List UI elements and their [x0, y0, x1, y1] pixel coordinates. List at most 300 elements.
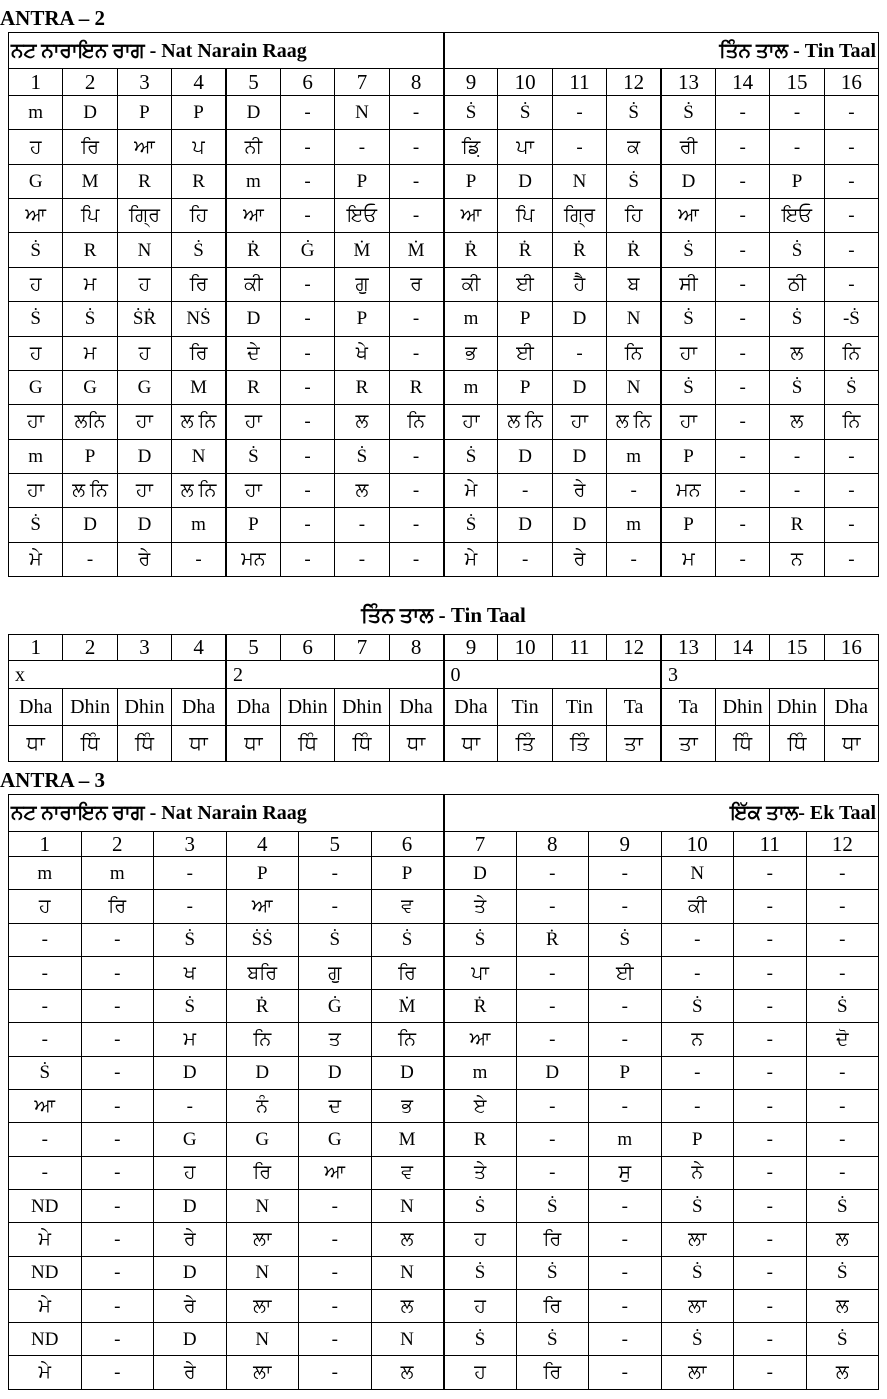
lyric-cell: ਕੀ	[661, 890, 734, 923]
lyric-cell: ਮ	[63, 267, 117, 301]
lyric-cell: ਹਾ	[226, 473, 280, 507]
swara-cell: P	[226, 508, 280, 542]
swara-cell: Ṡ	[770, 370, 824, 404]
lyric-cell: ਇਓ	[335, 199, 389, 233]
lyric-cell: -	[299, 1289, 372, 1322]
swara-cell: G	[9, 370, 63, 404]
lyric-cell: ਨ	[770, 542, 824, 576]
swara-cell: Ṡ	[226, 439, 280, 473]
lyric-cell: ਨਿ	[371, 1023, 444, 1056]
lyric-cell: -	[63, 542, 117, 576]
swara-cell: R	[226, 370, 280, 404]
lyric-cell: -	[280, 542, 334, 576]
beat-number: 11	[552, 635, 606, 661]
swara-cell: Ṡ	[589, 923, 662, 956]
swara-cell: Ṡ	[806, 1256, 879, 1289]
swara-cell: D	[226, 1056, 299, 1089]
lyric-cell: ਪਾ	[498, 130, 552, 164]
swara-cell: Ṡ	[806, 1189, 879, 1222]
swara-cell: Ṡ	[444, 1189, 517, 1222]
lyric-cell: ਹ	[9, 336, 63, 370]
swara-cell: Ṡ	[299, 923, 372, 956]
swara-cell: Ṡ	[770, 233, 824, 267]
swara-cell: D	[552, 302, 606, 336]
beat-number: 3	[117, 635, 171, 661]
lyric-cell: ਲ	[371, 1289, 444, 1322]
swara-cell: -	[516, 857, 589, 890]
lyric-cell: ਲ ਨਿ	[172, 473, 226, 507]
lyric-cell: -	[389, 199, 443, 233]
swara-cell: Ṡ	[661, 990, 734, 1023]
lyric-cell: ਰਿ	[516, 1223, 589, 1256]
lyric-cell: -	[299, 890, 372, 923]
lyric-cell: ਹ	[117, 267, 171, 301]
swara-cell: -	[81, 1056, 154, 1089]
swara-cell: P	[371, 857, 444, 890]
swara-cell: D	[63, 96, 117, 130]
lyric-cell: -	[806, 890, 879, 923]
lyric-cell: -	[715, 336, 769, 370]
lyric-cell: -	[589, 1356, 662, 1389]
bol-gurmukhi: ਧਿੰ	[715, 726, 769, 762]
lyric-cell: -	[589, 1289, 662, 1322]
swara-cell: R	[770, 508, 824, 542]
lyric-cell: -	[389, 473, 443, 507]
bol-latin: Dha	[824, 689, 878, 726]
swara-cell: -	[280, 302, 334, 336]
swara-cell: m	[172, 508, 226, 542]
swara-cell: -	[299, 1189, 372, 1222]
bol-gurmukhi: ਧਾ	[444, 726, 498, 762]
lyric-cell: ਵ	[371, 1156, 444, 1189]
bol-latin: Dhin	[63, 689, 117, 726]
beat-number: 9	[589, 832, 662, 857]
swara-cell: -	[806, 923, 879, 956]
swara-cell: N	[607, 302, 661, 336]
lyric-cell: ਹਾ	[661, 405, 715, 439]
swara-cell: G	[299, 1123, 372, 1156]
swara-cell: Ṡ	[661, 1256, 734, 1289]
swara-cell: -	[734, 1123, 807, 1156]
lyric-cell: -	[806, 1090, 879, 1123]
swara-cell: D	[552, 370, 606, 404]
beat-number: 10	[498, 69, 552, 96]
bol-latin: Ta	[607, 689, 661, 726]
antra-3-heading: ANTRA – 3	[0, 768, 106, 792]
lyric-cell: -	[154, 890, 227, 923]
swara-cell: G	[154, 1123, 227, 1156]
swara-cell: M	[63, 164, 117, 198]
swara-cell: P	[335, 164, 389, 198]
lyric-cell: -	[299, 1356, 372, 1389]
swara-cell: D	[444, 857, 517, 890]
swara-cell: N	[335, 96, 389, 130]
taal-label: ਤਿੰਨ ਤਾਲ - Tin Taal	[444, 33, 879, 69]
swara-cell: m	[226, 164, 280, 198]
swara-cell: N	[607, 370, 661, 404]
lyric-cell: ਲ	[371, 1223, 444, 1256]
swara-cell: m	[444, 370, 498, 404]
lyric-cell: ਹ	[154, 1156, 227, 1189]
lyric-cell: ਏ	[444, 1090, 517, 1123]
lyric-cell: -	[299, 1223, 372, 1256]
lyric-cell: -	[516, 890, 589, 923]
lyric-cell: ਈ	[498, 336, 552, 370]
bol-latin: Ta	[661, 689, 715, 726]
swara-cell: -	[552, 96, 606, 130]
beat-number: 8	[389, 69, 443, 96]
lyric-cell: ਲਾ	[226, 1289, 299, 1322]
beat-number: 4	[172, 69, 226, 96]
beat-number: 2	[81, 832, 154, 857]
lyric-cell: -	[734, 1156, 807, 1189]
lyric-cell: -	[661, 956, 734, 989]
lyric-cell: -	[661, 1090, 734, 1123]
lyric-cell: -	[516, 1090, 589, 1123]
lyric-cell: -	[81, 1223, 154, 1256]
lyric-cell: -	[280, 336, 334, 370]
swara-cell: ND	[9, 1189, 82, 1222]
lyric-cell: ਤੇ	[444, 1156, 517, 1189]
lyric-cell: ਖ	[154, 956, 227, 989]
bol-gurmukhi: ਤਿੰ	[552, 726, 606, 762]
swara-cell: Ṡ	[154, 990, 227, 1023]
swara-cell: P	[226, 857, 299, 890]
swara-cell: Ṙ	[444, 233, 498, 267]
bol-gurmukhi: ਤਾ	[607, 726, 661, 762]
antra-2-heading: ANTRA – 2	[0, 6, 106, 30]
lyric-cell: -	[770, 130, 824, 164]
lyric-cell: -	[824, 130, 878, 164]
lyric-cell: ਹ	[444, 1356, 517, 1389]
swara-cell: P	[117, 96, 171, 130]
swara-cell: D	[226, 302, 280, 336]
lyric-cell: ਪਿ	[63, 199, 117, 233]
lyric-cell: ਹਾ	[9, 473, 63, 507]
swara-cell: -Ṡ	[824, 302, 878, 336]
lyric-cell: ਰਿ	[172, 267, 226, 301]
swara-cell: N	[371, 1323, 444, 1356]
swara-cell: G	[63, 370, 117, 404]
swara-cell: D	[154, 1056, 227, 1089]
swara-cell: -	[299, 857, 372, 890]
swara-cell: D	[371, 1056, 444, 1089]
lyric-cell: ਮ	[154, 1023, 227, 1056]
taal-marker: x	[9, 661, 227, 689]
tin-taal-table	[8, 634, 879, 762]
lyric-cell: -	[280, 473, 334, 507]
bol-latin: Dha	[9, 689, 63, 726]
swara-cell: m	[9, 439, 63, 473]
lyric-cell: ਹ	[444, 1289, 517, 1322]
swara-cell: -	[715, 302, 769, 336]
swara-cell: m	[607, 508, 661, 542]
bol-gurmukhi: ਧਾ	[226, 726, 280, 762]
bol-gurmukhi: ਧਾ	[9, 726, 63, 762]
swara-cell: D	[117, 508, 171, 542]
lyric-cell: ਪਿ	[498, 199, 552, 233]
swara-cell: -	[81, 1123, 154, 1156]
lyric-cell: ਠੀ	[770, 267, 824, 301]
beat-number: 15	[770, 69, 824, 96]
bol-latin: Dhin	[335, 689, 389, 726]
lyric-cell: -	[607, 473, 661, 507]
swara-cell: NṠ	[172, 302, 226, 336]
swara-cell: N	[117, 233, 171, 267]
beat-number: 4	[172, 635, 226, 661]
beat-number: 1	[9, 69, 63, 96]
lyric-cell: ਲਨਿ	[63, 405, 117, 439]
swara-cell: Ṡ	[444, 508, 498, 542]
lyric-cell: ਆ	[444, 1023, 517, 1056]
lyric-cell: ਲ	[770, 405, 824, 439]
beat-number: 6	[280, 635, 334, 661]
swara-cell: ṠṘ	[117, 302, 171, 336]
lyric-cell: ਰੇ	[552, 542, 606, 576]
swara-cell: -	[280, 96, 334, 130]
lyric-cell: -	[734, 1090, 807, 1123]
lyric-cell: ਆ	[226, 890, 299, 923]
lyric-cell: ਹਾ	[444, 405, 498, 439]
swara-cell: R	[335, 370, 389, 404]
swara-cell: Ṡ	[371, 923, 444, 956]
lyric-cell: ਲ	[770, 336, 824, 370]
antra-3-notation-table	[8, 794, 879, 1390]
lyric-cell: ਖੇ	[335, 336, 389, 370]
raag-label: ਨਟ ਨਾਰਾਇਨ ਰਾਗ - Nat Narain Raag	[9, 795, 444, 832]
bol-latin: Tin	[498, 689, 552, 726]
swara-cell: P	[589, 1056, 662, 1089]
swara-cell: -	[715, 439, 769, 473]
lyric-cell: -	[589, 1023, 662, 1056]
swara-cell: -	[589, 990, 662, 1023]
bol-latin: Dhin	[117, 689, 171, 726]
swara-cell: Ṙ	[498, 233, 552, 267]
lyric-cell: ਬਰਿ	[226, 956, 299, 989]
swara-cell: -	[824, 96, 878, 130]
lyric-cell: ਬ	[607, 267, 661, 301]
swara-cell: m	[9, 857, 82, 890]
lyric-cell: ਮੇ	[9, 1223, 82, 1256]
swara-cell: Ṡ	[444, 439, 498, 473]
swara-cell: Ṡ	[335, 439, 389, 473]
swara-cell: -	[280, 370, 334, 404]
swara-cell: m	[589, 1123, 662, 1156]
lyric-cell: ਮ	[63, 336, 117, 370]
swara-cell: -	[389, 508, 443, 542]
swara-cell: Ṁ	[335, 233, 389, 267]
swara-cell: -	[516, 1123, 589, 1156]
beat-number: 13	[661, 69, 715, 96]
beat-number: 11	[734, 832, 807, 857]
lyric-cell: ਈ	[589, 956, 662, 989]
lyric-cell: ਮੇ	[9, 1356, 82, 1389]
lyric-cell: -	[516, 1156, 589, 1189]
lyric-cell: -	[335, 542, 389, 576]
swara-cell: Ġ	[280, 233, 334, 267]
lyric-cell: ਰੇ	[552, 473, 606, 507]
swara-cell: R	[172, 164, 226, 198]
swara-cell: P	[661, 439, 715, 473]
swara-cell: Ṡ	[63, 302, 117, 336]
lyric-cell: -	[715, 199, 769, 233]
lyric-cell: ਮ	[661, 542, 715, 576]
lyric-cell: ਲ	[806, 1289, 879, 1322]
beat-number: 5	[226, 635, 280, 661]
swara-cell: -	[824, 164, 878, 198]
lyric-cell: ਰਿ	[226, 1156, 299, 1189]
bol-latin: Dhin	[770, 689, 824, 726]
swara-cell: D	[498, 164, 552, 198]
swara-cell: Ṡ	[498, 96, 552, 130]
swara-cell: -	[734, 1056, 807, 1089]
bol-latin: Dhin	[715, 689, 769, 726]
lyric-cell: ਆ	[299, 1156, 372, 1189]
lyric-cell: -	[552, 336, 606, 370]
lyric-cell: ਲਾ	[661, 1289, 734, 1322]
swara-cell: P	[498, 370, 552, 404]
swara-cell: -	[806, 1123, 879, 1156]
swara-cell: D	[516, 1056, 589, 1089]
lyric-cell: ਤੇ	[444, 890, 517, 923]
swara-cell: -	[9, 990, 82, 1023]
swara-cell: -	[715, 508, 769, 542]
lyric-cell: -	[280, 267, 334, 301]
swara-cell: D	[498, 508, 552, 542]
lyric-cell: ਹਾ	[226, 405, 280, 439]
lyric-cell: ਲਾ	[661, 1356, 734, 1389]
lyric-cell: ਰੇ	[154, 1223, 227, 1256]
tin-taal-title: ਤਿੰਨ ਤਾਲ - Tin Taal	[361, 603, 526, 627]
lyric-cell: ਰੇ	[117, 542, 171, 576]
lyric-cell: ਲ	[806, 1356, 879, 1389]
swara-cell: -	[280, 508, 334, 542]
swara-cell: N	[371, 1256, 444, 1289]
beat-number: 3	[154, 832, 227, 857]
swara-cell: Ṡ	[806, 1323, 879, 1356]
lyric-cell: ਲ ਨਿ	[63, 473, 117, 507]
swara-cell: -	[81, 1256, 154, 1289]
swara-cell: -	[661, 1056, 734, 1089]
lyric-cell: ਲ	[806, 1223, 879, 1256]
lyric-cell: ਗ੍ਰਿ	[552, 199, 606, 233]
lyric-cell: -	[280, 130, 334, 164]
lyric-cell: ਰਿ	[371, 956, 444, 989]
beat-number: 9	[444, 69, 498, 96]
lyric-cell: -	[154, 1090, 227, 1123]
swara-cell: Ṙ	[444, 990, 517, 1023]
lyric-cell: ਮਨ	[226, 542, 280, 576]
swara-cell: Ṡ	[661, 1323, 734, 1356]
swara-cell: -	[715, 233, 769, 267]
swara-cell: -	[280, 164, 334, 198]
swara-cell: -	[734, 1323, 807, 1356]
lyric-cell: ਨਿ	[607, 336, 661, 370]
swara-cell: -	[9, 923, 82, 956]
swara-cell: -	[81, 990, 154, 1023]
swara-cell: -	[824, 233, 878, 267]
lyric-cell: -	[589, 1090, 662, 1123]
swara-cell: P	[770, 164, 824, 198]
bol-latin: Dha	[389, 689, 443, 726]
swara-cell: -	[280, 439, 334, 473]
beat-number: 3	[117, 69, 171, 96]
swara-cell: -	[715, 96, 769, 130]
swara-cell: D	[63, 508, 117, 542]
lyric-cell: ਮੇ	[444, 473, 498, 507]
lyric-cell: ਲ ਨਿ	[172, 405, 226, 439]
beat-number: 1	[9, 832, 82, 857]
swara-cell: N	[226, 1256, 299, 1289]
swara-cell: Ṡ	[516, 1189, 589, 1222]
lyric-cell: ਹਾ	[117, 405, 171, 439]
swara-cell: Ṡ	[9, 302, 63, 336]
swara-cell: Ṡ	[444, 1256, 517, 1289]
lyric-cell: ਰਿ	[63, 130, 117, 164]
beat-number: 13	[661, 635, 715, 661]
lyric-cell: ਲਾ	[661, 1223, 734, 1256]
beat-number: 8	[516, 832, 589, 857]
lyric-cell: ਮਨ	[661, 473, 715, 507]
swara-cell: D	[154, 1323, 227, 1356]
lyric-cell: -	[389, 130, 443, 164]
lyric-cell: ਤ	[299, 1023, 372, 1056]
beat-number: 5	[299, 832, 372, 857]
beat-number: 16	[824, 69, 878, 96]
beat-number: 7	[335, 69, 389, 96]
lyric-cell: -	[552, 130, 606, 164]
swara-cell: -	[389, 439, 443, 473]
swara-cell: -	[389, 164, 443, 198]
lyric-cell: ਮੇ	[9, 1289, 82, 1322]
lyric-cell: -	[81, 1023, 154, 1056]
beat-number: 14	[715, 635, 769, 661]
lyric-cell: ਮੇ	[444, 542, 498, 576]
swara-cell: D	[154, 1189, 227, 1222]
lyric-cell: -	[589, 1223, 662, 1256]
bol-latin: Dha	[172, 689, 226, 726]
lyric-cell: ਪ	[172, 130, 226, 164]
lyric-cell: ਡ਼ਿ	[444, 130, 498, 164]
swara-cell: -	[589, 1256, 662, 1289]
swara-cell: Ṡ	[444, 923, 517, 956]
lyric-cell: ਭ	[371, 1090, 444, 1123]
lyric-cell: ਇਓ	[770, 199, 824, 233]
swara-cell: D	[661, 164, 715, 198]
lyric-cell: ਹ	[9, 130, 63, 164]
lyric-cell: ਦੇ	[226, 336, 280, 370]
antra-2-notation-table	[8, 32, 879, 577]
lyric-cell: ਗੁ	[335, 267, 389, 301]
swara-cell: D	[552, 508, 606, 542]
lyric-cell: ਕ	[607, 130, 661, 164]
lyric-cell: ਨੇ	[661, 1156, 734, 1189]
lyric-cell: ਲਾ	[226, 1356, 299, 1389]
lyric-cell: -	[607, 542, 661, 576]
swara-cell: -	[81, 1323, 154, 1356]
beat-number: 11	[552, 69, 606, 96]
swara-cell: -	[299, 1323, 372, 1356]
lyric-cell: ਰੇ	[154, 1356, 227, 1389]
lyric-cell: ਨ	[661, 1023, 734, 1056]
bol-latin: Dha	[444, 689, 498, 726]
swara-cell: R	[444, 1123, 517, 1156]
swara-cell: Ṡ	[661, 302, 715, 336]
lyric-cell: ਲ ਨਿ	[607, 405, 661, 439]
lyric-cell: ਰਿ	[516, 1356, 589, 1389]
lyric-cell: ਆ	[661, 199, 715, 233]
swara-cell: -	[734, 1256, 807, 1289]
